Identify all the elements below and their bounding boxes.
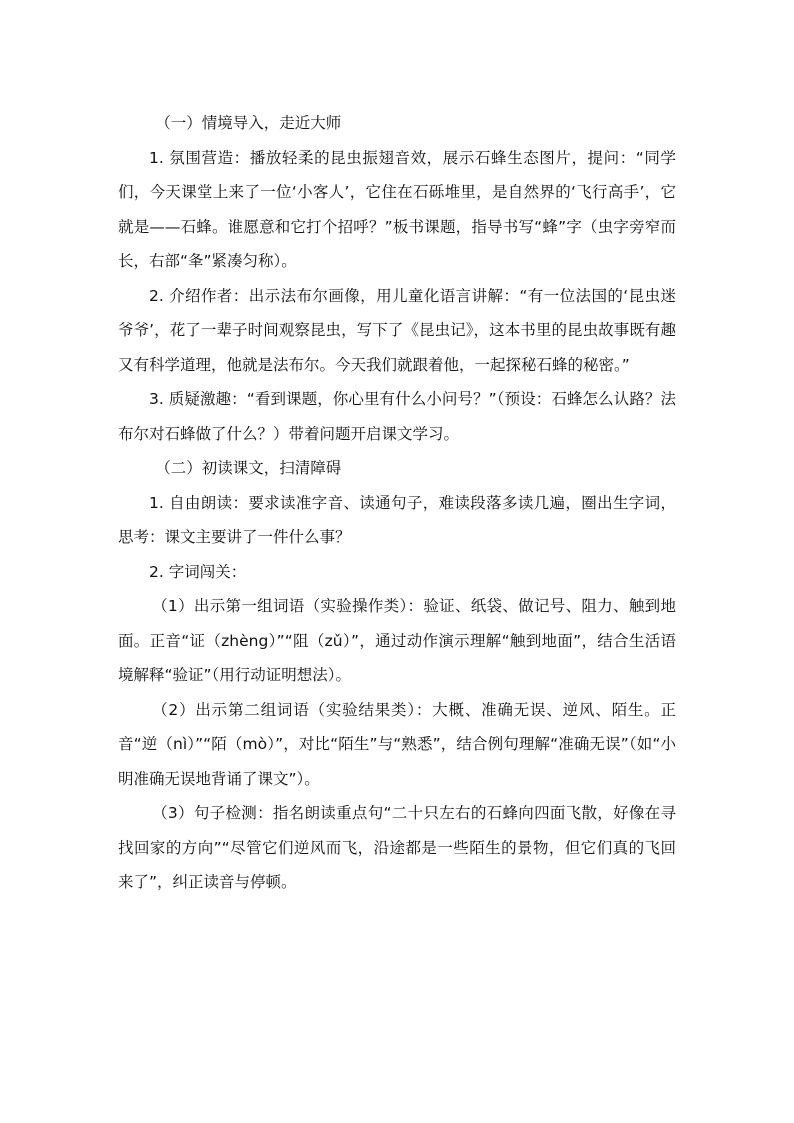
paragraph-introduce-author: 2. 介绍作者：出示法布尔画像，用儿童化语言讲解：“有一位法国的‘昆虫迷爷爷’，花了一辈子时间观察昆虫，写下了《昆虫记》，这本书里的昆虫故事既有趣又有科学道理，他就是法布尔。今天我们就跟着他，一起探秘石蜂的秘密。” xyxy=(118,286,676,374)
paragraph-word-group-one: （1）出示第一组词语（实验操作类）：验证、纸袋、做记号、阻力、触到地面。正音“证（zhèng）”“阻（zǔ）”，通过动作演示理解“触到地面”，结合生活语境解释“验证”（用行动证明想法）。 xyxy=(118,597,676,684)
paragraph-questioning: 3. 质疑激趣：“看到课题，你心里有什么小问号？”（预设：石蜂怎么认路？法布尔对石蜂做了什么？）带着问题开启课文学习。 xyxy=(118,390,676,443)
paragraph-sentence-check: （3）句子检测：指名朗读重点句“二十只左右的石蜂向四面飞散，好像在寻找回家的方向”“尽管它们逆风而飞，沿途都是一些陌生的景物，但它们真的飞回来了”，纠正读音与停顿。 xyxy=(118,804,676,891)
section-heading-first-reading: （二）初读课文，扫清障碍 xyxy=(155,459,342,477)
paragraph-atmosphere: 1. 氛围营造：播放轻柔的昆虫振翅音效，展示石蜂生态图片，提问：“同学们，今天课堂上来了一位‘小客人’，它住在石砾堆里，是自然界的‘飞行高手’，它就是——石蜂。谁愿意和它打个招呼？”板书课题，指导书写“蜂”字（虫字旁窄而长，右部“夆”紧凑匀称）。 xyxy=(118,148,676,270)
paragraph-word-group-two: （2）出示第二组词语（实验结果类）：大概、准确无误、逆风、陌生。正音“逆（nì）”“陌（mò）”，对比“陌生”与“熟悉”，结合例句理解“准确无误”（如“小明准确无误地背诵了课文”）。 xyxy=(118,700,676,788)
paragraph-vocabulary-challenge: 2. 字词闯关： xyxy=(149,562,247,581)
section-heading-situation-intro: （一）情境导入，走近大师 xyxy=(155,114,342,132)
document-body xyxy=(118,106,676,900)
paragraph-free-reading: 1. 自由朗读：要求读准字音、读通句子，难读段落多读几遍，圈出生字词，思考：课文主要讲了一件什么事？ xyxy=(118,493,676,546)
